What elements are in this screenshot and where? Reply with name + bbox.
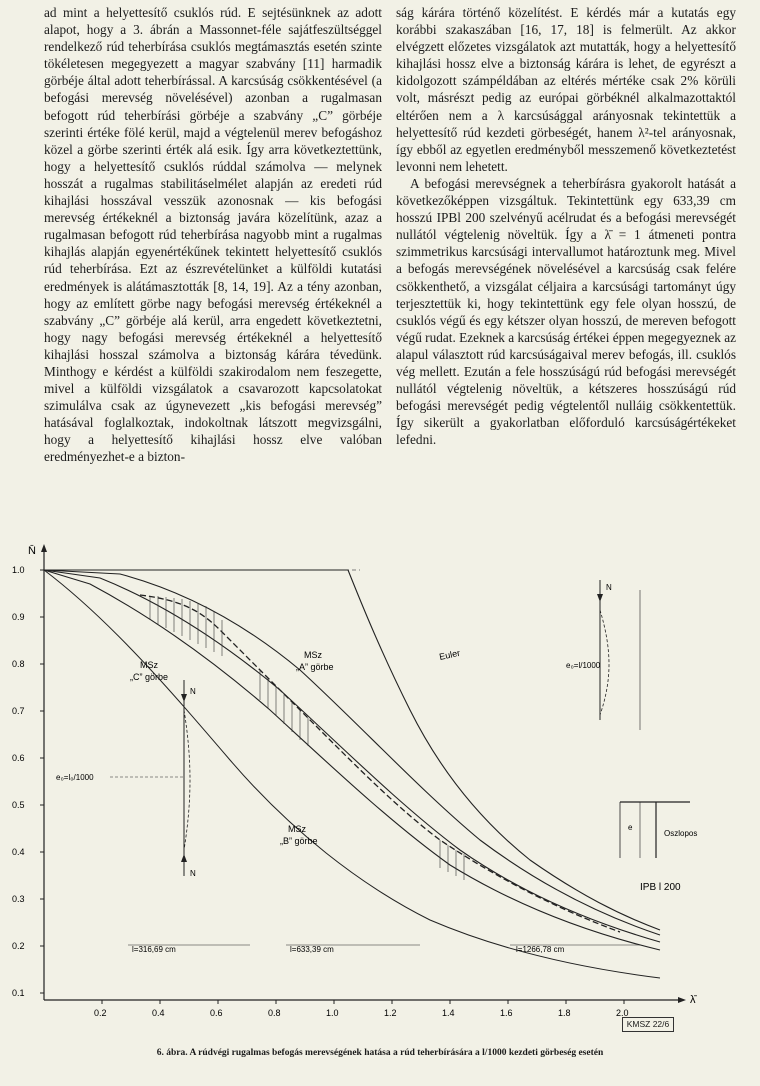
y-tick-label: 0.8 [12, 659, 25, 669]
euler-curve [44, 570, 660, 930]
label-euler: Euler [438, 647, 461, 662]
imperfection-label-left: e₀=l₀/1000 [56, 773, 94, 782]
y-tick-label: 0.1 [12, 988, 25, 998]
msz-b-curve [44, 570, 660, 942]
x-tick-label: 0.8 [268, 1008, 281, 1018]
right-text-column [396, 4, 736, 448]
x-tick-group [94, 1000, 629, 1018]
length-label-2: l=633,39 cm [290, 945, 334, 954]
msz-c-curve [44, 570, 660, 950]
label-msz-a-curve: „A” görbe [296, 662, 334, 672]
x-tick-label: 1.2 [384, 1008, 397, 1018]
cross-section-column-label: Oszlopos [664, 829, 698, 838]
figure-6-svg [0, 540, 760, 1040]
y-tick-label: 0.4 [12, 847, 25, 857]
figure-6 [0, 540, 760, 1040]
label-msz-a: MSz [304, 650, 322, 660]
y-tick-label: 1.0 [12, 565, 25, 575]
x-tick-label: 2.0 [616, 1008, 629, 1018]
x-axis-arrow [678, 997, 686, 1003]
x-tick-label: 1.8 [558, 1008, 571, 1018]
label-msz-b: MSz [288, 824, 306, 834]
x-tick-label: 0.6 [210, 1008, 223, 1018]
profile-label: IPB l 200 [640, 882, 681, 893]
y-tick-label: 0.9 [12, 612, 25, 622]
imperfection-label-right: e₀=l/1000 [566, 661, 601, 670]
label-msz-c-curve: „C” görbe [130, 672, 169, 682]
right-paragraph-2: A befogási merevségnek a teherbírásra gyakorolt hatását a következőképpen vizsgáltuk. Tekintettünk egy 633,39 cm hosszú IPBl 200 szelvényű acélrudat és a befogási merevségét nullától végtelenig növeltük. Így a λ̄ = 1 átmeneti pontra szimmetrikus karcsúsági intervallumot határoztunk meg. Mivel a befogás merevségének növelésével a karcsúság csak felére csökkenthető, a vizsgálat céljaira a karcsúsági tartományt úgy terjesztettük ki, hogy tekintettünk egy fele olyan hosszú, de csuklós végű és egy kétszer olyan hosszú, de mereven befogott végű rudat. Ezeknek a karcsúság értékei éppen megegyeznek az alapul választott rúd karcsúságaival merev befogás, ill. csuklós vég mellett. Ezután a fele hosszúságú rúd befogási merevségét nullától végtelenig növeltük, a kétszeres hosszúságú rúd befogási merevségét pedig végtelentől nulláig csökkentettük. Így sikerült a gyakorlatban előforduló karcsúságértékeket lefedni. [396, 175, 737, 448]
cross-section-base-label: e [628, 823, 633, 832]
left-text-column [44, 4, 382, 466]
y-axis-arrow [41, 544, 47, 552]
cross-section-sketch [620, 802, 697, 893]
y-tick-group [12, 565, 44, 998]
left-paragraph: ad mint a helyettesítő csuklós rúd. E sejtésünknek az adott alapot, hogy a 3. ábrán a Massonnet-féle sajátfeszültséggel rendelkező rúd teherbírása csuklós megtámasztás esetén szinte tökéletesen megegyezett a magyar szabvány [11] harmadik görbéje által adott teherbírással. A karcsúság csökkentésével (a befogási merevség növelésével) azonban a rugalmasan befogott rúd teherbírási görbéje a szabvány „C” görbéje szerinti értéke fölé kerül, majd a végtelenül merev befogáshoz közel a görbe szerinti érték alá esik. Így arra következtettünk, hogy a helyettesítő csuklós rúddal számolva — melynek hosszát a rugalmas stabilitáselmélet alapján az eredeti rúd kihajlási hosszával vesszük azonosnak — kis befogási merevség értékeknél a biztonság javára közelítünk, azaz a rugalmasan befogott rúd teherbírása nagyobb mint a rugalmas kihajlás alapján egyenértékűnek tekintett helyettesítő csuklós rúd teherbírása. Ezt az észrevételünket a külföldi kutatási eredmények is alátámasztották [8, 14, 19]. Az a tény azonban, hogy az említett görbe nagy befogási merevség értékeknél a szabvány „C” görbéje alá kerül, arra engedett következtetni, hogy nagy befogási merevség értékeknél a helyettesítő kihajlási hosszal számolva a biztonság kárára tévedünk. Minthogy e kérdést a külföldi szakirodalom nem feszegette, mivel a külföldi vizsgálatok a csavarozott kapcsolatokat szimulálva csak az úgynevezett „kis befogási merevség” hatásával foglalkoztak, indokoltnak látszott megvizsgálni, hogy a helyettesítő kihajlási hossz elve valóban eredményezhet-e a bizton- [44, 5, 382, 465]
figure-caption-text: 6. ábra. A rúdvégi rugalmas befogás merevségének hatása a rúd teherbírására a l/1000 kezdeti görbeség esetén [156, 1048, 604, 1058]
y-tick-label: 0.2 [12, 941, 25, 951]
x-tick-label: 1.0 [326, 1008, 339, 1018]
figure-caption [120, 1048, 640, 1059]
x-axis-symbol: λ̄ [690, 994, 696, 1006]
y-axis-symbol: N̄ [28, 545, 36, 557]
length-label-1: l=316,69 cm [132, 945, 176, 954]
figure-stamp: KMSZ 22/6 [622, 1017, 674, 1032]
label-msz-c: MSz [140, 660, 158, 670]
length-label-3: l=1266,78 cm [516, 945, 565, 954]
left-column-sketch [56, 680, 196, 878]
y-tick-label: 0.5 [12, 800, 25, 810]
x-tick-label: 1.4 [442, 1008, 455, 1018]
msz-a-curve [44, 570, 660, 935]
label-msz-b-curve: „B” görbe [280, 836, 318, 846]
x-tick-label: 1.6 [500, 1008, 513, 1018]
force-label-right: N [606, 583, 612, 592]
y-tick-label: 0.3 [12, 894, 25, 904]
right-paragraph-1: ság kárára történő közelítést. E kérdés már a kutatás egy korábbi szakaszában [16, 17, 18] is felmerült. Az akkor elvégzett előzetes vizsgálatok azt mutatták, hogy a helyettesítő kihajlási hossz elve a biztonság kárára is lehet, de egyrészt a kidolgozott számpéldában az eltérés mértéke csak 2% körüli volt, másrészt pedig az európai görbéknél alkalmazottaktól eltérően nem a λ karcsúsággal arányosnak tekintettük a helyettesítő rúd kezdeti görbeségét, hanem λ²-tel arányosnak, így ebből az egyetlen eredményből messzemenő következtetést levonni nem lehetett. [396, 5, 736, 174]
right-column-sketch [566, 580, 640, 730]
force-label-bottom: N [190, 869, 196, 878]
y-tick-label: 0.7 [12, 706, 25, 716]
force-label-top: N [190, 687, 196, 696]
y-tick-label: 0.6 [12, 753, 25, 763]
lower-curve [44, 570, 660, 978]
x-tick-label: 0.4 [152, 1008, 165, 1018]
x-tick-label: 0.2 [94, 1008, 107, 1018]
